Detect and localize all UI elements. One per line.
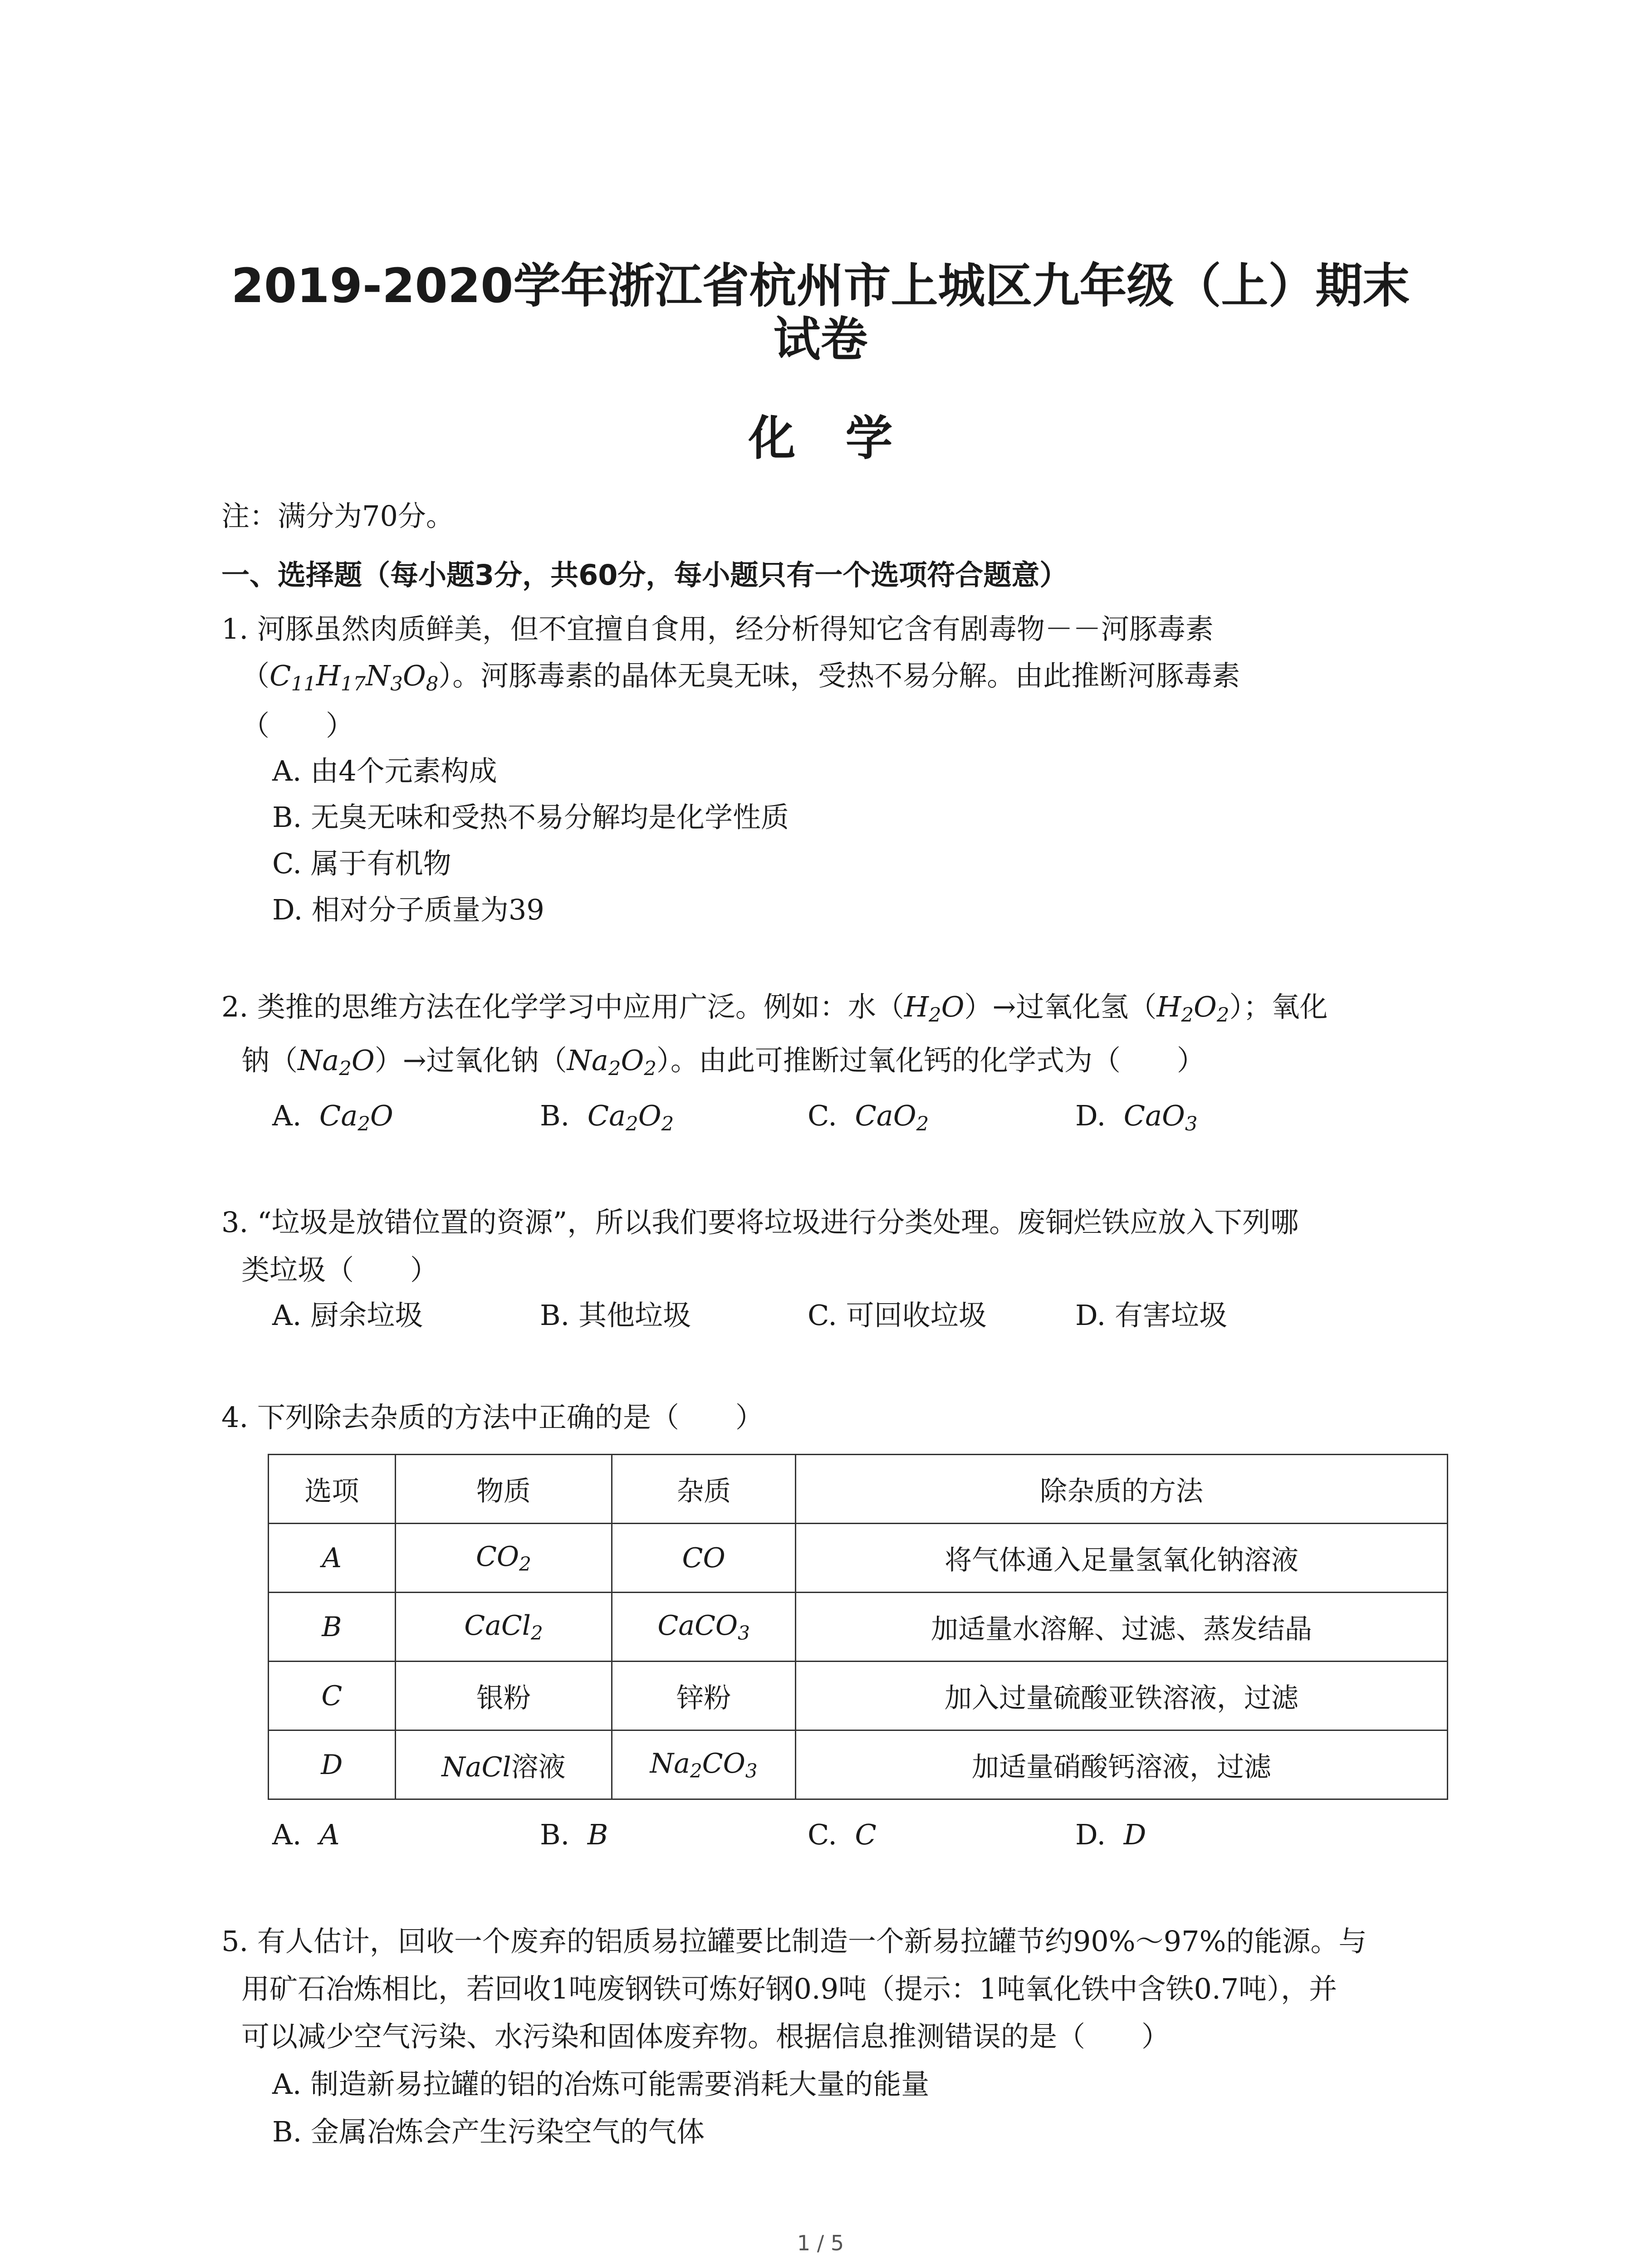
q4-option-c: C. C bbox=[808, 1818, 877, 1851]
table-cell: CaCO$_3$ bbox=[612, 1593, 796, 1662]
q5-stem-line2: 用矿石冶炼相比，若回收1吨废钢铁可炼好钢0.9吨（提示：1吨氧化铁中含铁0.7吨），并 bbox=[241, 1972, 1337, 2005]
q3-option-a: A. 厨余垃圾 bbox=[272, 1299, 423, 1332]
impurity-table bbox=[268, 1454, 1448, 1800]
q5-option-b: B. 金属冶炼会产生污染空气的气体 bbox=[272, 2115, 705, 2148]
q2-option-c: C. CaO$_2$ bbox=[808, 1099, 929, 1135]
q1-option-c: C. 属于有机物 bbox=[272, 847, 451, 880]
q4-stem: 4. 下列除去杂质的方法中正确的是（ ） bbox=[221, 1401, 764, 1434]
q3-stem-line1: 3. “垃圾是放错位置的资源”，所以我们要将垃圾进行分类处理。废铜烂铁应放入下列哪 bbox=[221, 1206, 1299, 1239]
q3-stem-line2: 类垃圾（ ） bbox=[241, 1253, 439, 1286]
q5-stem-line1: 5. 有人估计，回收一个废弃的铝质易拉罐要比制造一个新易拉罐节约90%～97%的能源。与 bbox=[221, 1925, 1367, 1958]
table-header-row bbox=[269, 1455, 1448, 1524]
q3-option-c: C. 可回收垃圾 bbox=[808, 1299, 987, 1332]
table-cell: 加入过量硫酸亚铁溶液，过滤 bbox=[795, 1662, 1447, 1730]
table-header-cell: 物质 bbox=[395, 1455, 612, 1524]
table-cell: B bbox=[269, 1593, 396, 1662]
q4-option-b: B. B bbox=[540, 1818, 608, 1851]
table-cell: $Na_2CO_3$ bbox=[612, 1730, 796, 1799]
q3-option-d: D. 有害垃圾 bbox=[1075, 1299, 1227, 1332]
q2-option-d: D. CaO$_3$ bbox=[1075, 1099, 1198, 1135]
table-row bbox=[269, 1524, 1448, 1593]
q5-option-a: A. 制造新易拉罐的铝的冶炼可能需要消耗大量的能量 bbox=[272, 2068, 930, 2101]
table-cell: D bbox=[269, 1730, 396, 1799]
table-cell: CO bbox=[612, 1524, 796, 1593]
table-cell: 将气体通入足量氢氧化钠溶液 bbox=[795, 1524, 1447, 1593]
table-cell: 银粉 bbox=[395, 1662, 612, 1730]
page-title-line2: 试卷 bbox=[773, 312, 868, 367]
table-header-cell: 杂质 bbox=[612, 1455, 796, 1524]
table-header-cell: 除杂质的方法 bbox=[795, 1455, 1447, 1524]
table-cell: CaCl$_2$ bbox=[395, 1593, 612, 1662]
subject-heading: 化学 bbox=[748, 411, 943, 466]
q1-stem-line1: 1. 河豚虽然肉质鲜美，但不宜擅自食用，经分析得知它含有剧毒物－－河豚毒素 bbox=[221, 612, 1214, 645]
q3-option-b: B. 其他垃圾 bbox=[540, 1299, 691, 1332]
table-header-cell: 选项 bbox=[269, 1455, 396, 1524]
q2-option-a: A. $Ca_2O$ bbox=[272, 1099, 393, 1135]
table-cell: 加适量水溶解、过滤、蒸发结晶 bbox=[795, 1593, 1447, 1662]
table-row bbox=[269, 1730, 1448, 1799]
q4-option-d: D. D bbox=[1075, 1818, 1146, 1851]
q1-option-d: D. 相对分子质量为39 bbox=[272, 893, 544, 926]
table-cell: NaCl溶液 bbox=[395, 1730, 612, 1799]
table-cell: A bbox=[269, 1524, 396, 1593]
table-cell: C bbox=[269, 1662, 396, 1730]
table-cell: 锌粉 bbox=[612, 1662, 796, 1730]
table-row bbox=[269, 1662, 1448, 1730]
table-row bbox=[269, 1593, 1448, 1662]
q2-stem-line1: 2. 类推的思维方法在化学学习中应用广泛。例如：水$(H_2O)\to$过氧化氢$(H_2O_2)$；氧化 bbox=[221, 990, 1328, 1026]
q5-stem-line3: 可以减少空气污染、水污染和固体废弃物。根据信息推测错误的是（ ） bbox=[241, 2020, 1170, 2053]
table-cell: 加适量硝酸钙溶液，过滤 bbox=[795, 1730, 1447, 1799]
q1-option-b: B. 无臭无味和受热不易分解均是化学性质 bbox=[272, 801, 789, 834]
formula-tetrodotoxin: $C_{11}H_{17}N_3O_8$ bbox=[269, 659, 439, 695]
q4-option-a: A. A bbox=[272, 1818, 340, 1851]
q1-option-a: A. 由4个元素构成 bbox=[272, 754, 497, 787]
page-number: 1 / 5 bbox=[797, 2231, 844, 2255]
q2-stem-line2: 钠$(Na_2O)\to$过氧化钠$(Na_2O_2)$。由此可推断过氧化钙的化学式为（ ） bbox=[241, 1044, 1205, 1080]
q1-stem-line2: $(C_{11}H_{17}N_3O_8)$。河豚毒素的晶体无臭无味，受热不易分解。由此推断河豚毒素 bbox=[241, 659, 1240, 695]
section-heading: 一、选择题（每小题3分，共60分，每小题只有一个选项符合题意） bbox=[221, 558, 1068, 591]
q2-option-b: B. $Ca_2O_2$ bbox=[540, 1099, 674, 1135]
q1-answer-blank: （ ） bbox=[241, 709, 354, 742]
page-title: 2019-2020学年浙江省杭州市上城区九年级（上）期末 bbox=[231, 258, 1410, 313]
score-note: 注：满分为70分。 bbox=[221, 499, 454, 533]
table-cell: $CO_2$ bbox=[395, 1524, 612, 1593]
